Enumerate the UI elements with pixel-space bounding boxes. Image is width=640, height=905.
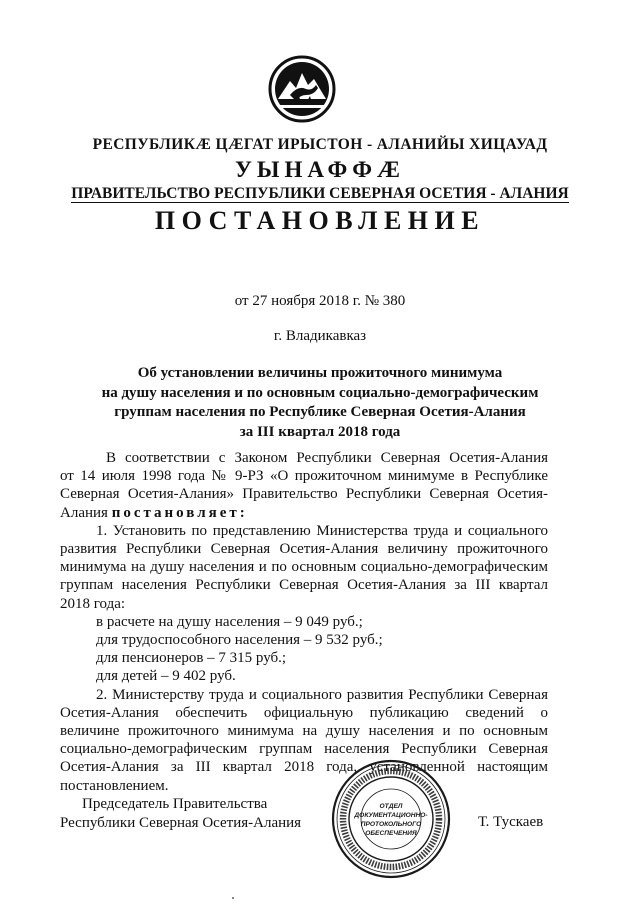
value-line: для трудоспособного населения – 9 532 руб.; [96, 632, 383, 649]
body-line: В соответствии с Законом Республики Северная Осетия-Алания [106, 450, 548, 466]
body-line: 2. Министерству труда и социального развития Республики Северная [96, 686, 548, 703]
body-line: социально-демографическим группам населения Республики Северная [60, 741, 548, 758]
title-line: Об установлении величины прожиточного минимума [137, 365, 503, 381]
title-line: группам населения по Республике Северная Осетия-Алания [114, 404, 526, 420]
republic-header-ossetian: РЕСПУБЛИКӔ ЦӔГАТ ИРЫСТОН - АЛАНИЙЫ ХИЦАУАД [92, 136, 548, 153]
body-line: Осетия-Алания обеспечить официальную публикацию сведений о [60, 704, 548, 721]
body-line: Осетия-Алания за III квартал 2018 года, установленной настоящим [60, 759, 548, 776]
position-line: Председатель Правительства [82, 796, 268, 812]
title-line: на душу населения и по основным социально-демографическим [101, 384, 539, 401]
body-line: Северная Осетия-Алания» Правительство Республики Северная Осетия- [60, 486, 548, 503]
title-line: за III квартал 2018 года [239, 423, 401, 440]
body-line: минимума на душу населения и по основным социально-демографическим [60, 559, 548, 576]
coat-of-arms-emblem [268, 55, 336, 123]
signatory-position [60, 795, 301, 833]
body-text: Алания [60, 504, 108, 521]
body-line: 1. Установить по представлению Министерства труда и социального [96, 522, 548, 539]
body-line: от 14 июля 1998 года № 9-РЗ «О прожиточном минимуме в Республике [60, 468, 548, 485]
value-line: в расчете на душу населения – 9 049 руб.; [96, 613, 363, 630]
body-line: развития Республики Северная Осетия-Алания величину прожиточного [60, 541, 548, 558]
body-line: 2018 года: [60, 595, 126, 612]
decree-title-ossetian: УЫНАФФӔ [234, 157, 406, 182]
position-line: Республики Северная Осетия-Алания [60, 815, 302, 831]
body-line: постановлением. [60, 777, 169, 794]
government-header-russian [0, 185, 640, 203]
government-header-text: ПРАВИТЕЛЬСТВО РЕСПУБЛИКИ СЕВЕРНАЯ ОСЕТИЯ - АЛАНИЯ [71, 185, 569, 202]
value-line: для пенсионеров – 7 315 руб.; [96, 650, 287, 667]
decree-subject-title [60, 364, 580, 442]
decree-date-number: от 27 ноября 2018 г. № 380 [234, 293, 406, 309]
decree-city: г. Владикавказ [273, 328, 367, 344]
signatory-name: Т. Тускаев [478, 814, 544, 830]
body-line [60, 504, 548, 522]
body-line: группам населения Республики Северная Осетия-Алания за III квартал [60, 577, 548, 594]
official-seal-stamp [331, 759, 451, 879]
decrees-word: постановляет: [111, 504, 248, 521]
body-line: величине прожиточного минимума на душу населения и по основным [60, 723, 548, 740]
scan-speck [232, 897, 234, 899]
seal-text: ОТДЕЛ [379, 803, 403, 810]
seal-text: ДОКУМЕНТАЦИОННО- [354, 812, 428, 819]
seal-text: ПРОТОКОЛЬНОГО [360, 821, 422, 828]
decree-body [60, 449, 548, 795]
decree-title-russian: ПОСТАНОВЛЕНИЕ [154, 206, 486, 235]
value-line: для детей – 9 402 руб. [96, 668, 236, 685]
seal-text: ОБЕСПЕЧЕНИЯ [365, 830, 417, 837]
